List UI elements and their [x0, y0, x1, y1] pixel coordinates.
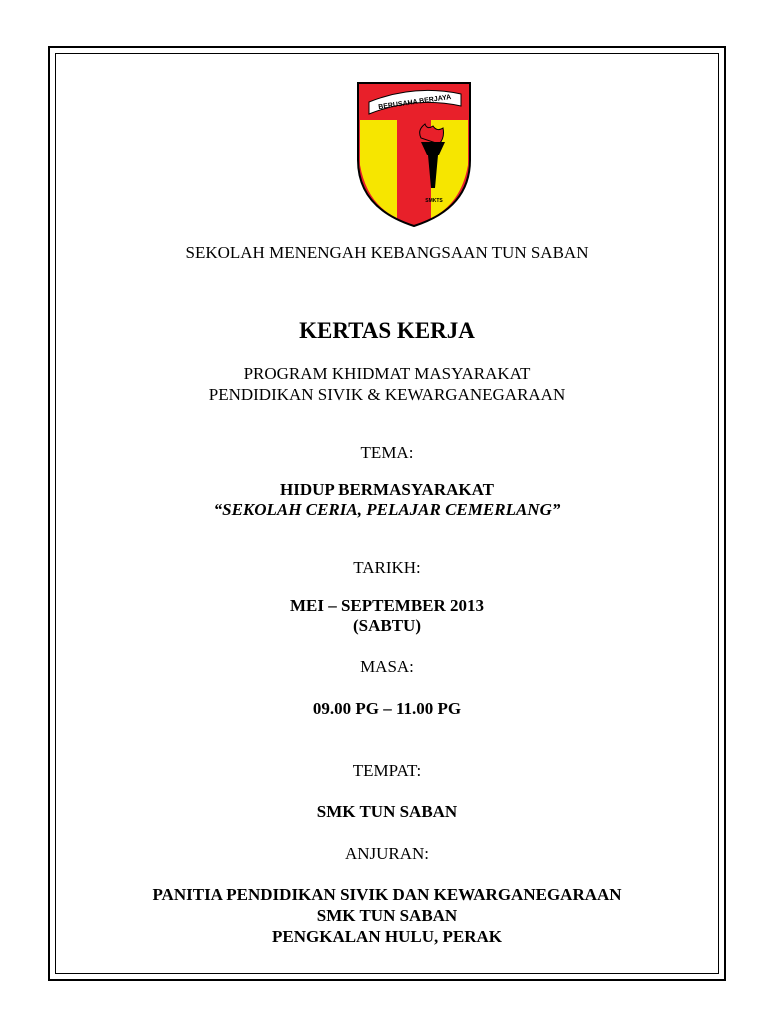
- school-crest-logo: [355, 80, 473, 228]
- anjuran-line-1: PANITIA PENDIDIKAN SIVIK DAN KEWARGANEGARAAN: [152, 885, 622, 904]
- school-name: SEKOLAH MENENGAH KEBANGSAAN TUN SABAN: [185, 243, 589, 262]
- anjuran-line-3: PENGKALAN HULU, PERAK: [272, 927, 502, 946]
- masa-label: MASA:: [360, 657, 414, 676]
- tema-value: HIDUP BERMASYARAKAT: [280, 480, 494, 499]
- program-line-2: PENDIDIKAN SIVIK & KEWARGANEGARAAN: [208, 385, 566, 404]
- crest-initials: SMKTS: [425, 198, 443, 204]
- tema-label: TEMA:: [360, 443, 414, 462]
- tarikh-day: (SABTU): [352, 616, 421, 635]
- masa-value: 09.00 PG – 11.00 PG: [312, 699, 462, 718]
- anjuran-line-2: SMK TUN SABAN: [316, 906, 458, 925]
- program-line-1: PROGRAM KHIDMAT MASYARAKAT: [243, 364, 531, 383]
- tarikh-value: MEI – SEPTEMBER 2013: [289, 596, 485, 615]
- crest-motto: BERUSAHA BERJAYA: [377, 93, 452, 112]
- document-title: KERTAS KERJA: [299, 318, 475, 343]
- anjuran-label: ANJURAN:: [344, 844, 430, 863]
- tempat-value: SMK TUN SABAN: [316, 802, 458, 821]
- tema-slogan: “SEKOLAH CERIA, PELAJAR CEMERLANG”: [213, 500, 561, 519]
- tarikh-label: TARIKH:: [353, 558, 421, 577]
- tempat-label: TEMPAT:: [352, 761, 422, 780]
